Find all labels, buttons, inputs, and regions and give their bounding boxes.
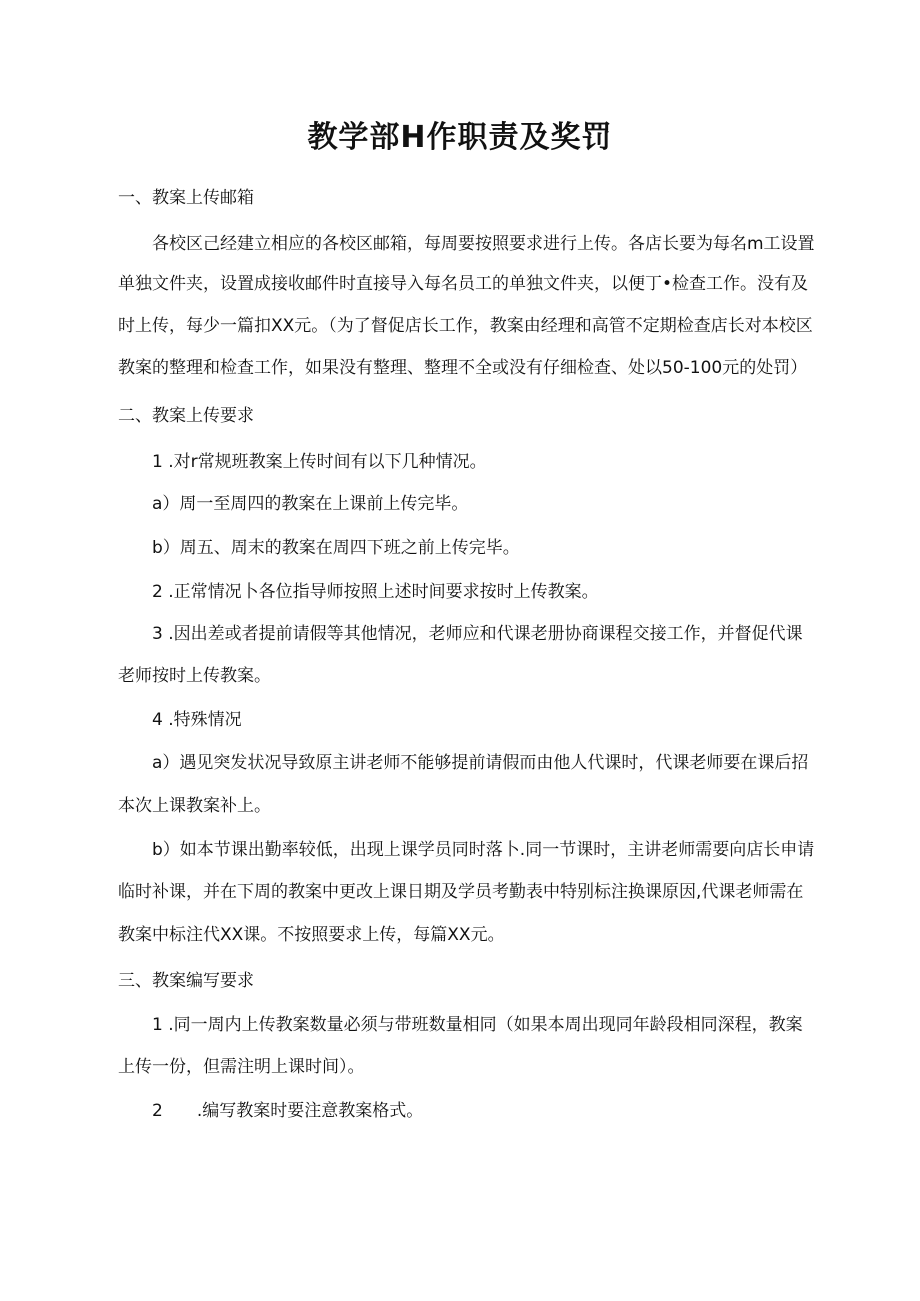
section-3-item-2: 2 .编写教案时要注意教案格式。 <box>152 1101 424 1121</box>
section-2-item-3-line: 老师按时上传教案。 <box>118 666 271 686</box>
section-2-item-4b-line: 教案中标注代XX课。不按照要求上传，每篇XX元。 <box>118 925 505 945</box>
section-1-paragraph-line: 各校区己经建立相应的各校区邮箱，每周要按照要求进行上传。各店长要为每名m工设置 <box>152 234 815 254</box>
section-2-item-3-line: 3 .因出差或者提前请假等其他情况，老师应和代课老册协商课程交接工作，并督促代课 <box>152 624 803 644</box>
section-2-item-1: 1 .对r常规班教案上传时间有以下几种情况。 <box>152 452 487 472</box>
section-3-item-1-line: 1 .同一周内上传教案数量必须与带班数量相同（如果本周出现同年龄段相同深程，教案 <box>152 1015 803 1035</box>
section-2-item-1b: b）周五、周末的教案在周四下班之前上传完毕。 <box>152 538 520 558</box>
section-2-item-4b-line: b）如本节课出勤率较低，出现上课学员同时落卜.同一节课时，主讲老师需要向店长申请 <box>152 840 815 860</box>
section-2-heading: 二、教案上传要求 <box>118 406 254 426</box>
document-title: 教学部H作职责及奖罚 <box>307 120 613 155</box>
section-2-item-4: 4 .特殊情况 <box>152 710 242 730</box>
section-1-heading: 一、教案上传邮箱 <box>118 188 254 208</box>
section-1-paragraph-line: 单独文件夹，设置成接收邮件时直接导入每名员工的单独文件夹，以便丁•检查工作。没有及 <box>118 274 809 294</box>
section-2-item-1a: a）周一至周四的教案在上课前上传完毕。 <box>152 494 469 514</box>
section-2-item-4b-line: 临时补课，并在下周的教案中更改上课日期及学员考勤表中特别标注换课原因,代课老师需在 <box>118 882 804 902</box>
section-1-paragraph-line: 教案的整理和检查工作，如果没有整理、整理不全或没有仔细检查、处以50-100元的处罚） <box>118 358 808 378</box>
section-3-item-1-line: 上传一份，但需注明上课时间）。 <box>118 1057 365 1077</box>
section-3-heading: 三、教案编写要求 <box>118 971 254 991</box>
section-2-item-4a-line: a）遇见突发状况导致原主讲老师不能够提前请假而由他人代课时，代课老师要在课后招 <box>152 753 809 773</box>
section-2-item-2: 2 .正常情况卜各位指导师按照上述时间要求按时上传教案。 <box>152 582 599 602</box>
section-1-paragraph-line: 时上传，每少一篇扣XX元。（为了督促店长工作，教案由经理和高管不定期检查店长对本校区 <box>118 316 813 336</box>
section-2-item-4a-line: 本次上课教案补上。 <box>118 796 271 816</box>
